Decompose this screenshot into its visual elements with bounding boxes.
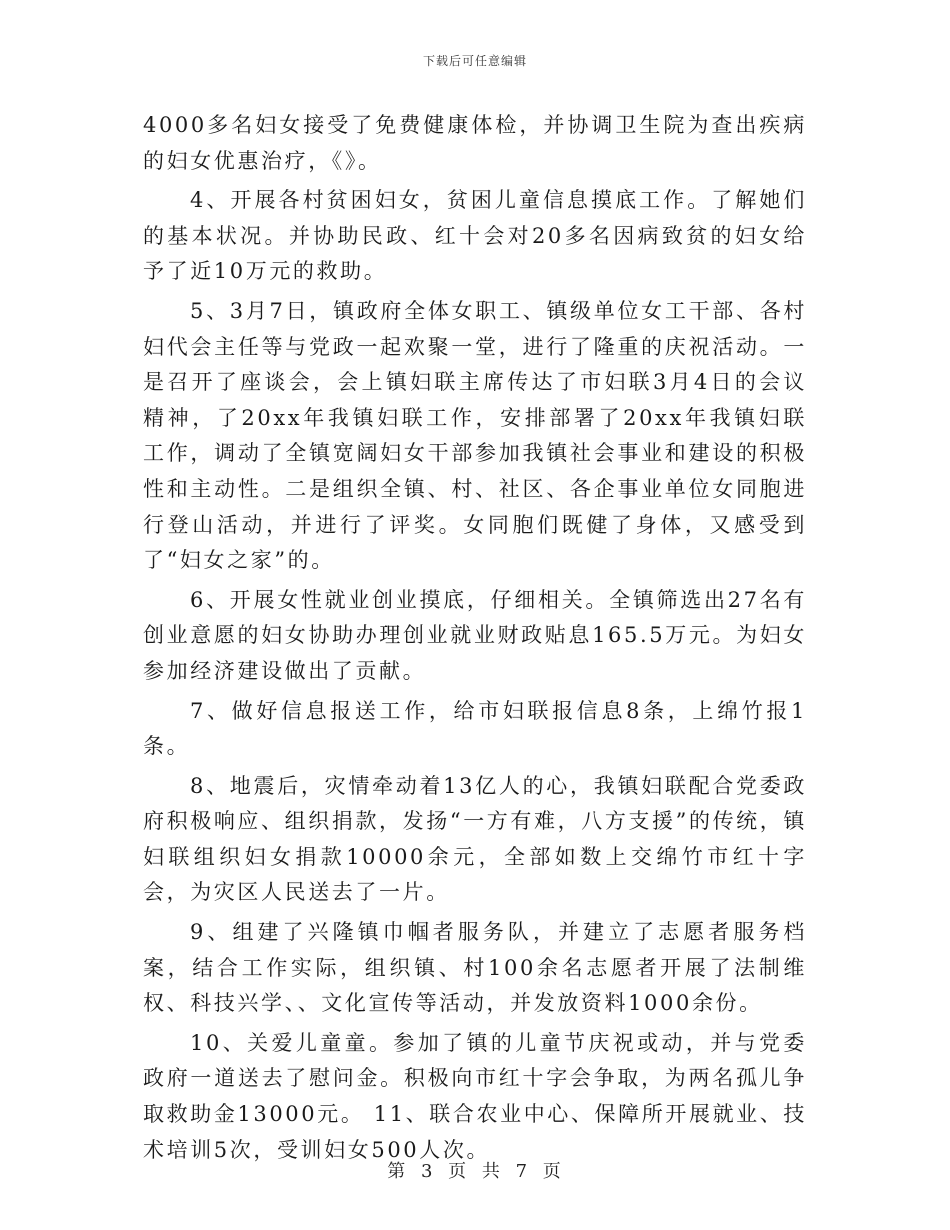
page-header: 下载后可任意编辑 xyxy=(422,54,527,68)
page-number-footer: 第 3 页 共 7 页 xyxy=(387,1161,563,1182)
paragraph-7: 9、组建了兴隆镇巾帼者服务队，并建立了志愿者服务档案，结合工作实际，组织镇、村100余名志愿者开展了法制维权、科技兴学、、文化宣传等活动，并发放资料1000余份。 xyxy=(143,920,807,1016)
paragraph-8: 10、关爱儿童童。参加了镇的儿童节庆祝或动，并与党委政府一道送去了慰问金。积极向市红十字会争取，为两名孤儿争取救助金13000元。 11、联合农业中心、保障所开展就业、技术培训5次，受训妇女500人次。 xyxy=(143,1030,807,1162)
paragraph-3: 5、3月7日，镇政府全体女职工、镇级单位女工干部、各村妇代会主任等与党政一起欢聚一堂，进行了隆重的庆祝活动。一是召开了座谈会，会上镇妇联主席传达了市妇联3月4日的会议精神，了20xx年我镇妇联工作，安排部署了20xx年我镇妇联工作，调动了全镇宽阔妇女干部参加我镇社会事业和建设的积极性和主动性。二是组织全镇、村、社区、各企事业单位女同胞进行登山活动，并进行了评奖。女同胞们既健了身体，又感受到了“妇女之家”的。 xyxy=(143,298,807,573)
paragraph-5: 7、做好信息报送工作，给市妇联报信息8条，上绵竹报1条。 xyxy=(143,698,807,759)
document-body xyxy=(143,108,807,1172)
paragraph-2: 4、开展各村贫困妇女，贫困儿童信息摸底工作。了解她们的基本状况。并协助民政、红十会对20多名因病致贫的妇女给予了近10万元的救助。 xyxy=(143,188,807,284)
paragraph-1: 4000多名妇女接受了免费健康体检，并协调卫生院为查出疾病的妇女优惠治疗，《》。 xyxy=(143,113,807,173)
paragraph-6: 8、地震后，灾情牵动着13亿人的心，我镇妇联配合党委政府积极响应、组织捐款，发扬“一方有难，八方支援”的传统，镇妇联组织妇女捐款10000余元，全部如数上交绵竹市红十字会，为灾区人民送去了一片。 xyxy=(143,773,807,905)
paragraph-4: 6、开展女性就业创业摸底，仔细相关。全镇筛选出27名有创业意愿的妇女协助办理创业就业财政贴息165.5万元。为妇女参加经济建设做出了贡献。 xyxy=(143,587,807,683)
